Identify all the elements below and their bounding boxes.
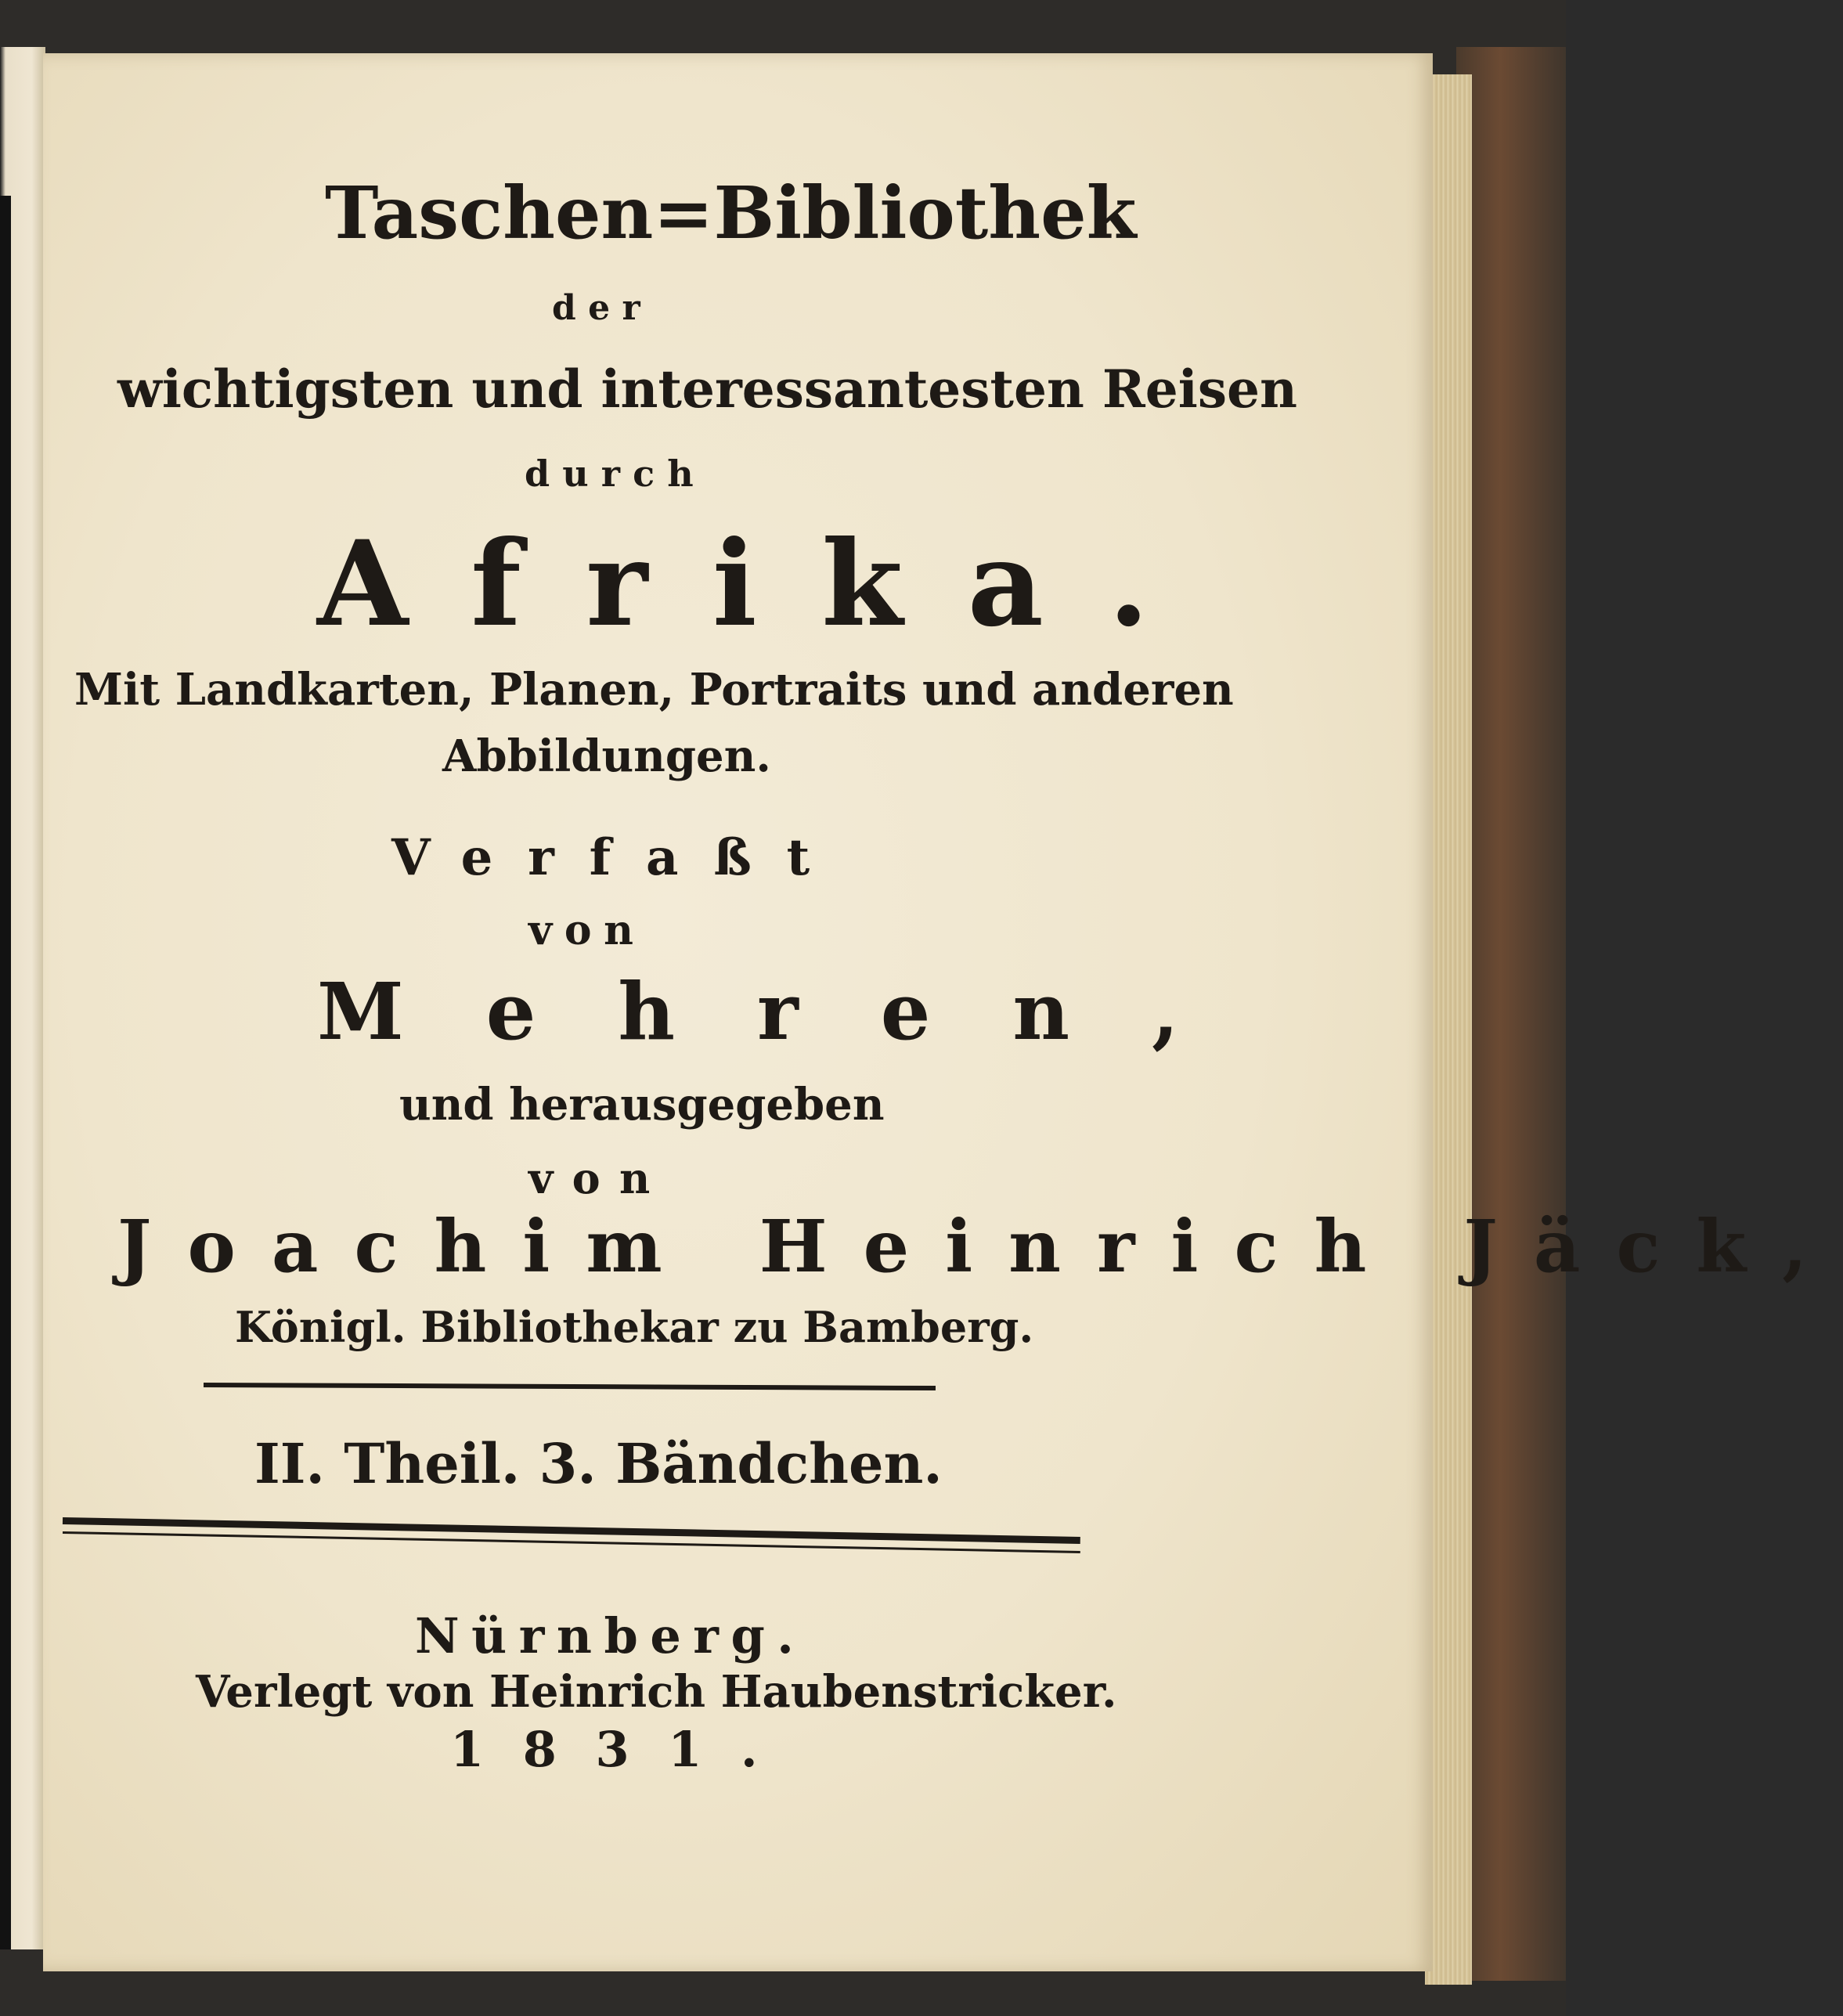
- publication-year: 1831.: [450, 1721, 797, 1778]
- by-label-1: von: [528, 907, 646, 954]
- editor-title: Königl. Bibliothekar zu Bamberg.: [235, 1302, 1034, 1352]
- edited-label: und herausgegeben: [399, 1079, 885, 1131]
- title-connector-der: der: [552, 288, 653, 328]
- authors-name: Mehren,: [317, 965, 1261, 1058]
- volume-label: II. Theil. 3. Bändchen.: [254, 1431, 943, 1496]
- title-connector-durch: durch: [525, 453, 706, 495]
- illustrations-note-line1: Mit Landkarten, Planen, Portraits und anderen: [74, 664, 1234, 716]
- publication-place: Nürnberg.: [415, 1607, 806, 1664]
- authored-label: Verfaßt: [391, 828, 846, 887]
- divider-rule: [204, 1383, 936, 1390]
- leather-cover: [1456, 47, 1566, 1981]
- double-rule-thick: [63, 1517, 1080, 1544]
- region-title: Afrika.: [317, 515, 1214, 653]
- by-label-2: von: [528, 1153, 669, 1203]
- binding-shadow: [0, 196, 11, 1949]
- illustrations-note-line2: Abbildungen.: [442, 730, 771, 782]
- editor-name: Joachim Heinrich Jäck,: [117, 1204, 1843, 1289]
- book-title: Taschen=Bibliothek: [325, 171, 1137, 255]
- book-subtitle: wichtigsten und interessantesten Reisen: [117, 359, 1297, 420]
- title-page: [43, 53, 1843, 1971]
- publisher-line: Verlegt von Heinrich Haubenstricker.: [196, 1666, 1117, 1718]
